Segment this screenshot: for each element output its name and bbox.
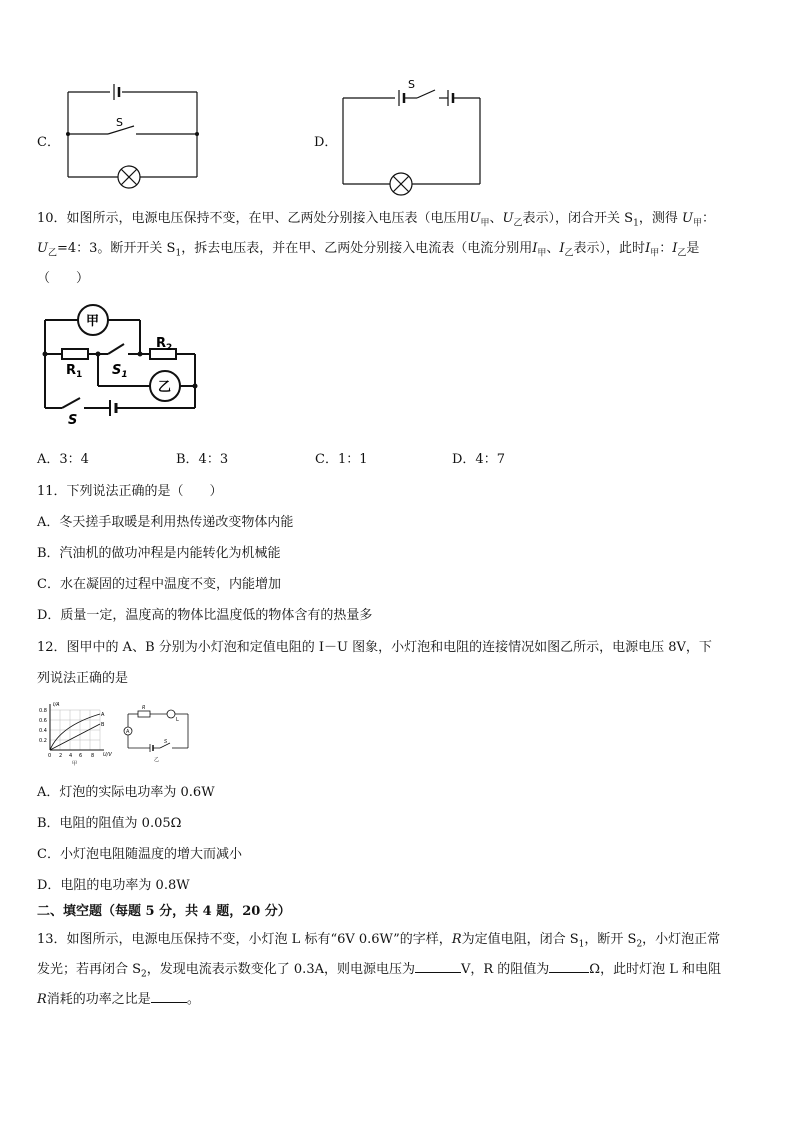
option-c-label: C． — [37, 135, 60, 150]
q10-option-c: C．1：1 — [315, 452, 368, 467]
q11-option-c: C．水在凝固的过程中温度不变，内能增加 — [37, 577, 281, 592]
s-label: S — [68, 413, 78, 428]
resistor-r1-icon — [62, 349, 88, 359]
answer-blank-voltage[interactable] — [415, 960, 461, 973]
answer-blank-resistance[interactable] — [549, 960, 589, 973]
svg-text:0.2: 0.2 — [39, 738, 47, 744]
q12-stem-line2: 列说法正确的是 — [37, 671, 129, 686]
switch-label: S — [408, 78, 415, 91]
q12-figures — [38, 698, 198, 768]
svg-text:甲: 甲 — [72, 761, 78, 767]
svg-text:4: 4 — [69, 753, 73, 759]
r1-label: $R_1$ — [66, 363, 83, 380]
meter-jia-label: 甲 — [86, 314, 100, 329]
section-heading: 二、填空题（每题 5 分，共 4 题，20 分） — [37, 904, 291, 919]
q12-option-b: B．电阻的阻值为 0.05Ω — [37, 816, 182, 831]
svg-text:0: 0 — [48, 753, 52, 759]
svg-text:0.8: 0.8 — [39, 708, 47, 714]
s1-label: $S_1$ — [112, 363, 128, 380]
q11-option-d: D．质量一定，温度高的物体比温度低的物体含有的热量多 — [37, 608, 373, 623]
q11-option-b: B．汽油机的做功冲程是内能转化为机械能 — [37, 546, 281, 561]
q13-line1: 13．如图所示，电源电压保持不变，小灯泡 L 标有“6V 0.6W”的字样，R为定值电阻，闭合 $S_1$，断开 $S_2$，小灯泡正常 — [37, 932, 721, 950]
circuit-diagram-c — [60, 80, 205, 192]
curve-a — [50, 714, 100, 750]
svg-text:0.4: 0.4 — [39, 728, 47, 734]
q10-option-b: B．4：3 — [176, 452, 229, 467]
iu-graph — [39, 702, 112, 767]
svg-text:U/V: U/V — [103, 752, 112, 758]
q12-option-d: D．电阻的电功率为 0.8W — [37, 878, 190, 893]
option-d-label: D． — [314, 135, 338, 150]
svg-text:8: 8 — [91, 753, 95, 759]
svg-text:2: 2 — [59, 753, 63, 759]
svg-text:R: R — [142, 705, 146, 711]
svg-text:A: A — [126, 729, 130, 735]
switch-label: S — [116, 116, 123, 129]
svg-text:B: B — [101, 722, 105, 728]
svg-text:6: 6 — [79, 753, 83, 759]
svg-text:S: S — [164, 739, 168, 745]
q12-option-a: A．灯泡的实际电功率为 0.6W — [37, 785, 215, 800]
q13-line2: 发光；若再闭合 $S_2$，发现电流表示数变化了 0.3A，则电源电压为 V，R 的阻值为 Ω，此时灯泡 L 和电阻 — [37, 962, 721, 980]
q12-option-c: C．小灯泡电阻随温度的增大而减小 — [37, 847, 242, 862]
r2-label: $R_2$ — [156, 336, 173, 353]
q11-stem: 11．下列说法正确的是（ ） — [37, 484, 223, 499]
answer-blank-power-ratio[interactable] — [151, 990, 187, 1003]
q10-option-a: A．3：4 — [37, 452, 89, 467]
q10-line2: $U_乙=4$：3。断开开关 $S_1$，拆去电压表，并在甲、乙两处分别接入电流表（电流分别用$I_甲$、$I_乙$表示），此时$I_甲$：$I_乙$是 — [37, 241, 700, 259]
q13-line3: R消耗的功率之比是 。 — [37, 992, 200, 1007]
meter-yi-label: 乙 — [158, 380, 172, 395]
q10-line1: 10．如图所示，电源电压保持不变，在甲、乙两处分别接入电压表（电压用$U_甲$、$U_乙$表示），闭合开关 $S_1$，测得 $U_甲$： — [37, 211, 715, 229]
svg-text:0.6: 0.6 — [39, 718, 47, 724]
svg-text:乙: 乙 — [154, 757, 160, 763]
svg-text:L: L — [176, 717, 179, 723]
q10-answer-blank: （ ） — [37, 271, 90, 286]
q10-circuit-diagram — [40, 298, 202, 428]
q10-option-d: D．4：7 — [452, 452, 505, 467]
q12-stem-line1: 12．图甲中的 A、B 分别为小灯泡和定值电阻的 I－U 图象，小灯泡和电阻的连接情况如图乙所示，电源电压 8V，下 — [37, 640, 712, 655]
q11-option-a: A．冬天搓手取暖是利用热传递改变物体内能 — [37, 515, 294, 530]
curve-b — [50, 724, 100, 750]
circuit-diagram-d — [335, 76, 490, 196]
svg-text:I/A: I/A — [53, 702, 60, 708]
svg-text:A: A — [101, 712, 105, 718]
